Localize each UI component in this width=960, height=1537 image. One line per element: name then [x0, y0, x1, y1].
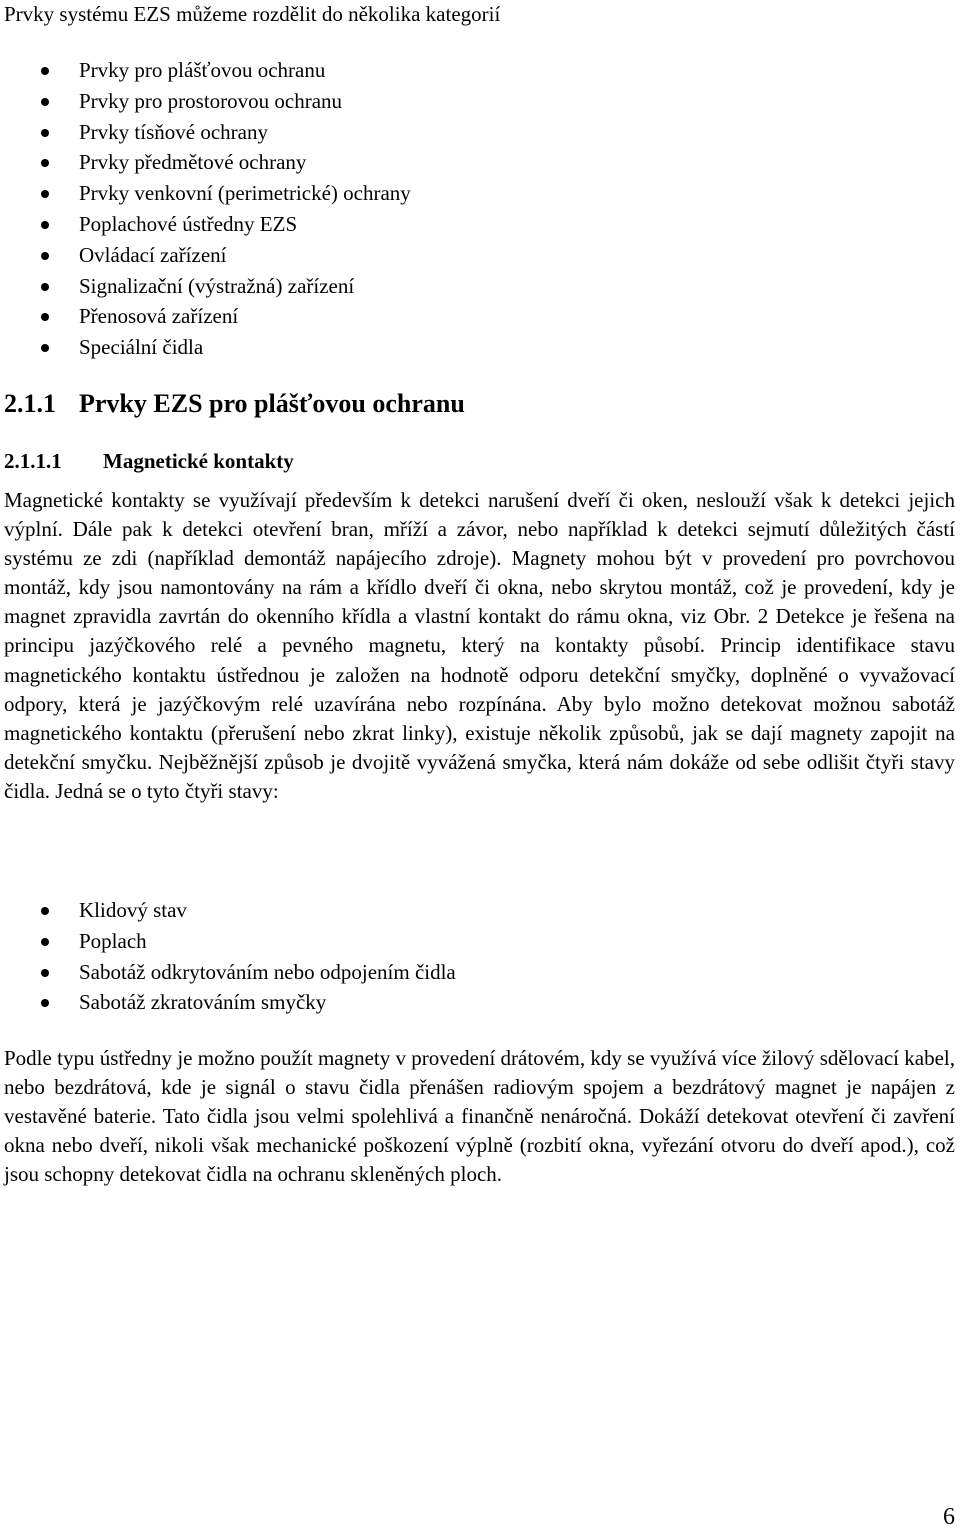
bullet-icon	[41, 129, 49, 137]
list-item	[0, 926, 960, 957]
section-heading	[4, 386, 465, 422]
bullet-icon	[41, 159, 49, 167]
section-number: 2.1.1	[4, 389, 56, 418]
bullet-icon	[41, 999, 49, 1007]
bullet-icon	[41, 938, 49, 946]
bullet-icon	[41, 221, 49, 229]
bullet-icon	[41, 98, 49, 106]
list-item	[0, 117, 960, 148]
list-item-label: Prvky pro plášťovou ochranu	[79, 58, 326, 82]
list-item-label: Prvky tísňové ochrany	[79, 119, 268, 144]
list-item-label: Klidový stav	[79, 898, 187, 922]
list-item	[0, 209, 960, 240]
subsection-title: Magnetické kontakty	[103, 449, 294, 473]
list-item	[0, 301, 960, 332]
list-item	[0, 240, 960, 271]
list-item	[0, 957, 960, 988]
list-item-label: Sabotáž odkrytováním nebo odpojením čidla	[79, 959, 456, 984]
bullet-icon	[41, 67, 49, 75]
list-item-label: Přenosová zařízení	[79, 304, 239, 329]
list-item-label: Sabotáž zkratováním smyčky	[79, 990, 327, 1015]
list-item	[0, 332, 960, 363]
bullet-icon	[41, 969, 49, 977]
subsection-heading	[4, 446, 294, 476]
list-item-label: Poplachové ústředny EZS	[79, 211, 298, 236]
subsection-number: 2.1.1.1	[4, 449, 62, 473]
category-list	[0, 55, 960, 363]
bullet-icon	[41, 313, 49, 321]
bullet-icon	[41, 344, 49, 352]
list-item-label: Prvky venkovní (perimetrické) ochrany	[79, 181, 411, 206]
list-item-label: Poplach	[79, 928, 147, 953]
bullet-icon	[41, 190, 49, 198]
list-item	[0, 86, 960, 117]
bullet-icon	[41, 907, 49, 915]
list-item	[0, 147, 960, 178]
bullet-icon	[41, 252, 49, 260]
list-item-label: Ovládací zařízení	[79, 242, 227, 267]
list-item	[0, 178, 960, 209]
body-paragraph: Podle typu ústředny je možno použít magnety v provedení drátovém, kdy se využívá více žilový sdělovací kabel, nebo bezdrátová, kde je signál o stavu čidla přenášen radiovým spojem a bezdrátový magnet je napájen z vestavěné baterie. Tato čidla jsou velmi spolehlivá a finančně nenáročná. Dokáží detekovat otevření či zavření okna nebo dveří, nikoli však mechanické poškození výplně (rozbití okna, vyřezání otvoru do dveří apod.), což jsou schopny detekovat čidla na ochranu skleněných ploch.	[4, 1046, 955, 1187]
states-list	[0, 895, 960, 1018]
list-item	[0, 55, 960, 86]
body-paragraph: Magnetické kontakty se využívají především k detekci narušení dveří či oken, neslouží však k detekci jejich výplní. Dále pak k detekci otevření bran, mříží a závor, nebo například k detekci sejmutí důležitých částí systému ze zdi (například demontáž napájecího zdroje). Magnety mohou být v provedení pro povrchovou montáž, kdy jsou namontovány na rám a křídlo dveří či okna, nebo skrytou montáž, což je provedení, kdy je magnet zpravidla zavrtán do okenního křídla a vlastní kontakt do rámu okna, viz Obr. 2 Detekce je řešena na principu jazýčkového relé a pevného magnetu, který na kontakty působí. Princip identifikace stavu magnetického kontaktu ústřednou je založen na hodnotě odporu detekční smyčky, doplněné o vyvažovací odpory, která je jazýčkovým relé uzavírána nebo rozpínána. Aby bylo možno detekovat možnou sabotáž magnetického kontaktu (přerušení nebo zkrat linky), existuje několik způsobů, jak se dají magnety zapojit na detekční smyčku. Nejběžnější způsob je dvojitě vyvážená smyčka, která nám dokáže od sebe odlišit čtyři stavy čidla. Jedná se o tyto čtyři stavy:	[4, 488, 955, 803]
list-item-label: Prvky pro prostorovou ochranu	[79, 88, 343, 113]
bullet-icon	[41, 283, 49, 291]
section-title: Prvky EZS pro plášťovou ochranu	[79, 389, 465, 418]
list-item	[0, 895, 960, 926]
intro-heading: Prvky systému EZS můžeme rozdělit do několika kategorií	[4, 2, 501, 26]
page-number: 6	[943, 1504, 955, 1530]
list-item	[0, 271, 960, 302]
list-item-label: Signalizační (výstražná) zařízení	[79, 273, 355, 298]
list-item-label: Speciální čidla	[79, 335, 204, 360]
list-item	[0, 987, 960, 1018]
list-item-label: Prvky předmětové ochrany	[79, 150, 307, 175]
